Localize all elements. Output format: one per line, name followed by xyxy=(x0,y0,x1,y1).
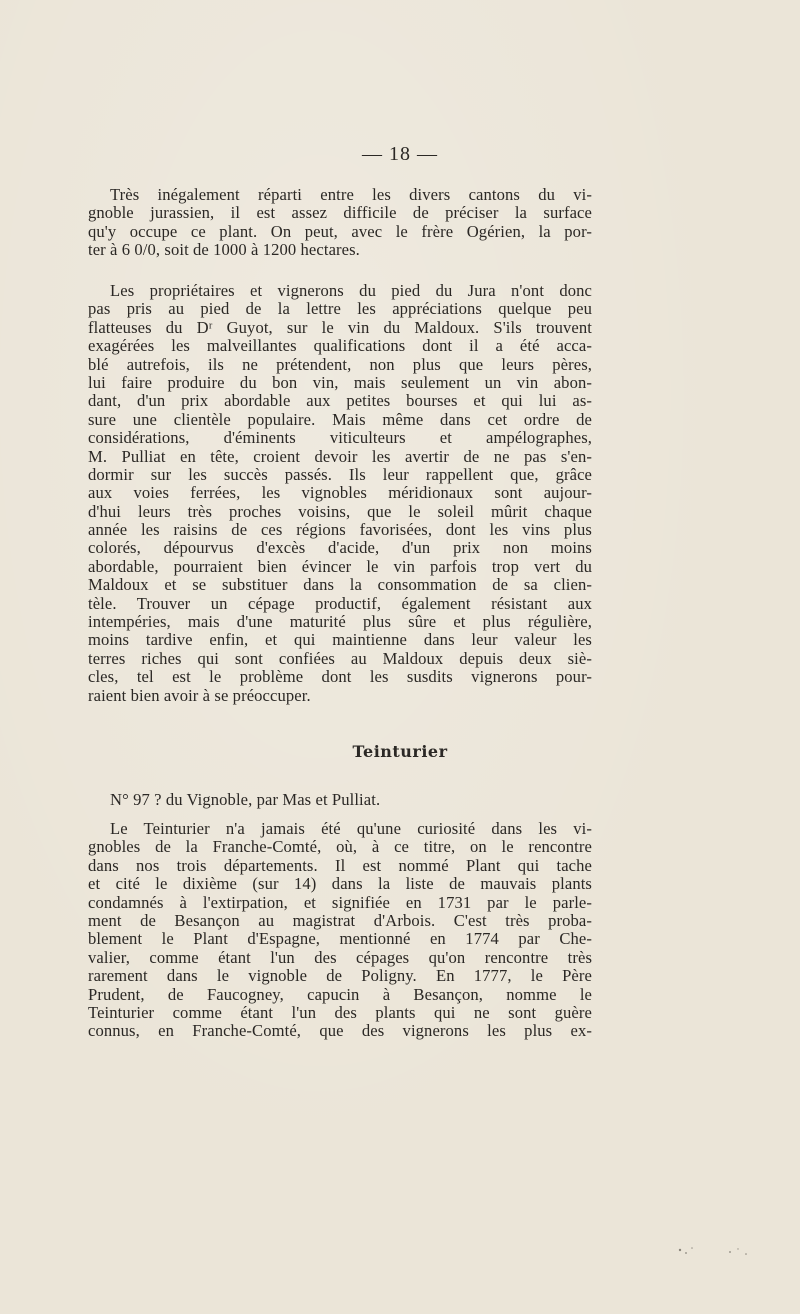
text-line: Prudent, de Faucogney, capucin à Besançon, nomme le xyxy=(88,984,592,1004)
text-line: et cité le dixième (sur 14) dans la liste de mauvais plants xyxy=(88,874,592,894)
paragraph-1 xyxy=(88,186,592,260)
text-line: colorés, dépourvus d'excès d'acide, d'un prix non moins xyxy=(88,538,592,558)
text-line: année les raisins de ces régions favorisées, dont les vins plus xyxy=(88,520,592,540)
text-line: terres riches qui sont confiées au Maldoux depuis deux siè- xyxy=(88,648,592,668)
text-line: aux voies ferrées, les vignobles méridionaux sont aujour- xyxy=(88,483,592,503)
text-line: Maldoux et se substituer dans la consommation de sa clien- xyxy=(88,575,592,595)
text-line: Les propriétaires et vignerons du pied du Jura n'ont donc xyxy=(110,281,592,300)
text-line: sure une clientèle populaire. Mais même dans cet ordre de xyxy=(88,409,592,429)
section-heading: Teinturier xyxy=(352,742,448,761)
text-line: blement le Plant d'Espagne, mentionné en 1774 par Che- xyxy=(88,929,592,949)
text-line: dans nos trois départements. Il est nommé Plant qui tache xyxy=(88,855,592,875)
text-line: condamnés à l'extirpation, et signifiée en 1731 par le parle- xyxy=(88,892,592,912)
text-line: qu'y occupe ce plant. On peut, avec le frère Ogérien, la por- xyxy=(88,221,592,241)
text-line: Le Teinturier n'a jamais été qu'une curiosité dans les vi- xyxy=(110,819,592,838)
text-line: intempéries, mais d'une maturité plus sûre et plus régulière, xyxy=(88,612,592,632)
paragraph-3 xyxy=(88,820,592,1041)
text-line: tèle. Trouver un cépage productif, également résistant aux xyxy=(88,593,592,613)
text-line: Teinturier comme étant l'un des plants qui ne sont guère xyxy=(88,1002,592,1022)
paragraph-2 xyxy=(88,282,592,705)
text-line: moins tardive enfin, et qui maintienne dans leur valeur les xyxy=(88,630,592,650)
text-line: exagérées les malveillantes qualifications dont il a été acca- xyxy=(88,336,592,356)
page-number: — 18 — xyxy=(362,143,438,165)
text-line: gnoble jurassien, il est assez difficile de préciser la surface xyxy=(88,203,592,223)
text-line: M. Pulliat en tête, croient devoir les avertir de ne pas s'en- xyxy=(88,446,592,466)
text-line: ment de Besançon au magistrat d'Arbois. C'est très proba- xyxy=(88,910,592,930)
text-line: d'hui leurs très proches voisins, que le soleil mûrit chaque xyxy=(88,501,592,521)
reference-paragraph xyxy=(88,791,592,809)
text-line: dormir sur les succès passés. Ils leur rappellent que, grâce xyxy=(88,464,592,484)
text-line: ter à 6 0/0, soit de 1000 à 1200 hectares. xyxy=(88,240,360,260)
reference-line: N° 97 ? du Vignoble, par Mas et Pulliat. xyxy=(110,790,381,809)
text-line: lui faire produire du bon vin, mais seulement un vin abon- xyxy=(88,372,592,392)
text-line: raient bien avoir à se préoccuper. xyxy=(88,685,311,705)
text-line: flatteuses du Dʳ Guyot, sur le vin du Maldoux. S'ils trouvent xyxy=(88,317,592,337)
text-line: valier, comme étant l'un des cépages qu'on rencontre très xyxy=(88,947,592,967)
text-line: blé autrefois, ils ne prétendent, non plus que leurs pères, xyxy=(88,354,592,374)
text-line: rarement dans le vignoble de Poligny. En 1777, le Père xyxy=(88,966,592,986)
text-line: pas pris au pied de la lettre les appréciations quelque peu xyxy=(88,299,592,319)
text-line: gnobles de la Franche-Comté, où, à ce titre, on le rencontre xyxy=(88,837,592,857)
text-line: considérations, d'éminents viticulteurs et ampélographes, xyxy=(88,428,592,448)
text-line: Très inégalement réparti entre les divers cantons du vi- xyxy=(110,185,592,204)
text-line: cles, tel est le problème dont les susdits vignerons pour- xyxy=(88,667,592,687)
text-line: abordable, pourraient bien évincer le vin parfois trop vert du xyxy=(88,556,592,576)
paper-specks xyxy=(620,1236,770,1266)
text-line: connus, en Franche-Comté, que des vignerons les plus ex- xyxy=(88,1021,592,1041)
text-line: dant, d'un prix abordable aux petites bourses et qui lui as- xyxy=(88,391,592,411)
